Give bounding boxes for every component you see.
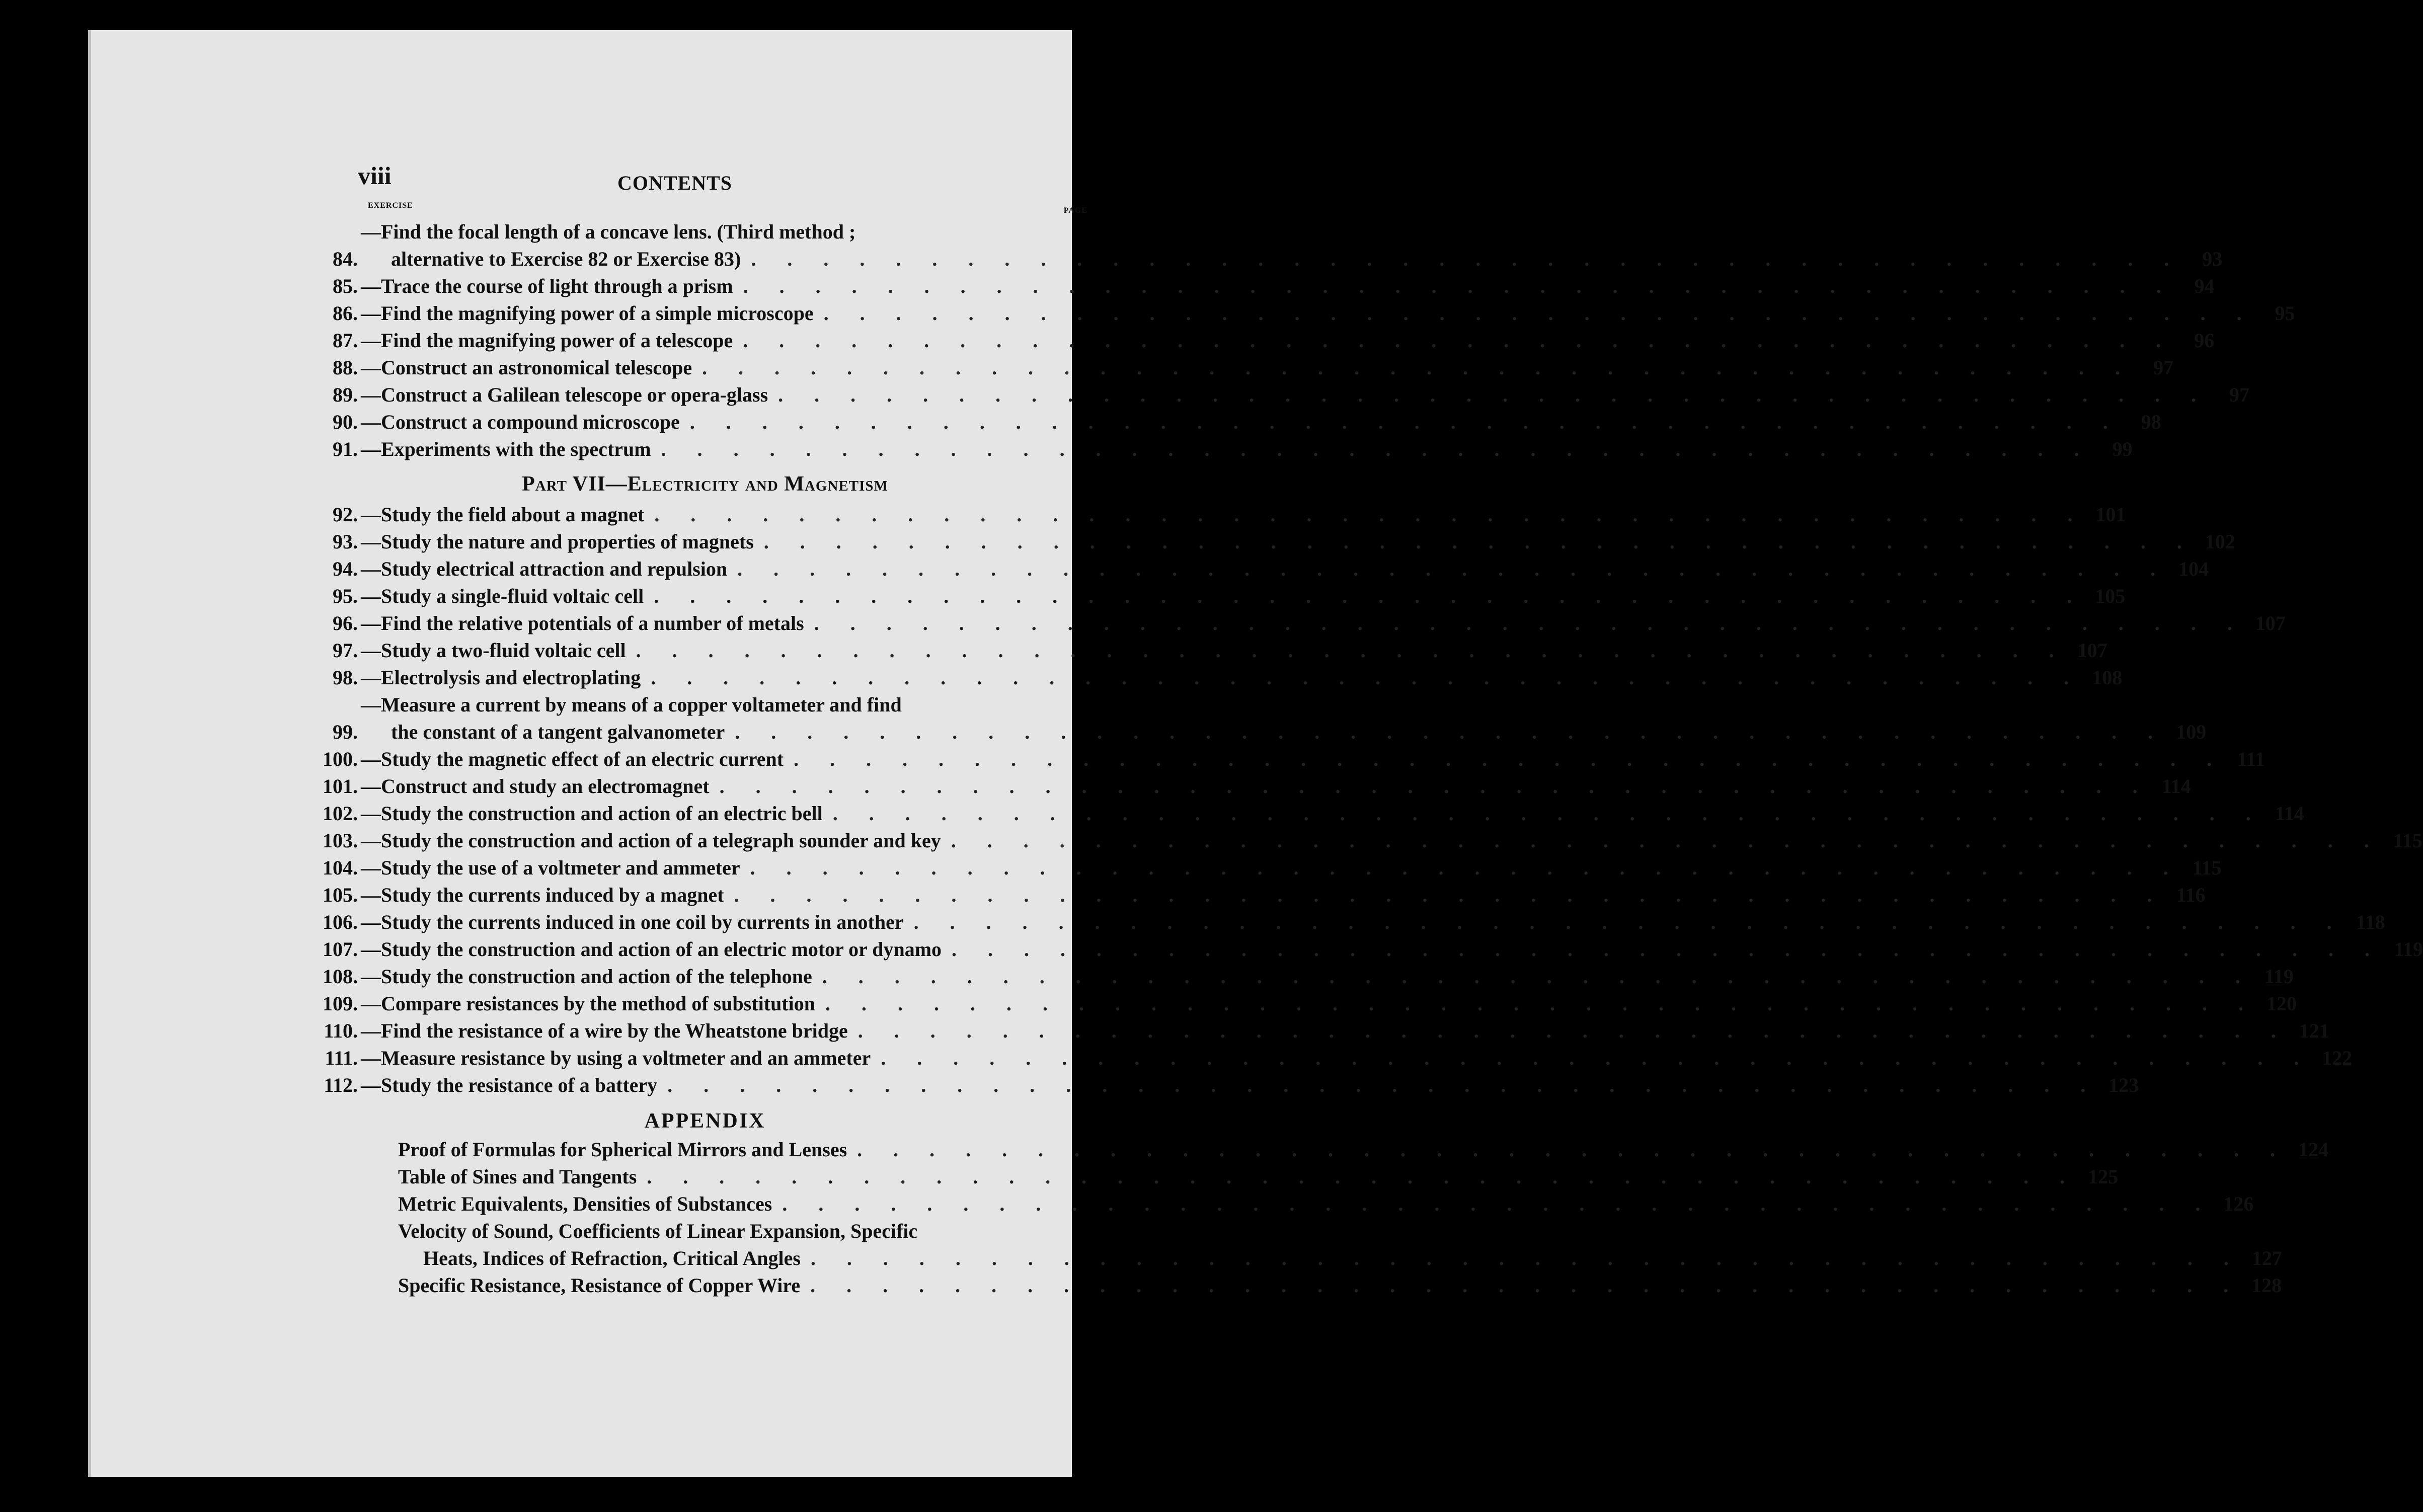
- toc-entry: [262, 1163, 2119, 1190]
- entry-text: —Construct a Galilean telescope or opera-glass: [361, 383, 768, 406]
- entry-text: —Study the construction and action of the telephone: [361, 965, 812, 988]
- toc-entry: [262, 936, 2423, 963]
- page-ref: 108: [2092, 666, 2123, 689]
- dot-leader: . . . . . . . . . . . . . . . . . . . . . . . . . . . . . . . . . . . . . . . .: [823, 302, 2255, 325]
- dot-leader: . . . . . . . . . . . . . . . . . . . . . . . . . . . . . . . . . . . . . . . .: [735, 721, 2166, 743]
- entry-text: —Study the construction and action of an electric bell: [361, 802, 823, 825]
- toc-entry: [262, 773, 2191, 800]
- page-title: CONTENTS: [617, 172, 733, 194]
- entry-text: —Electrolysis and electroplating: [361, 666, 641, 689]
- entry-text: —Study the field about a magnet: [361, 503, 645, 526]
- toc-entry: [262, 436, 2133, 463]
- dot-leader: . . . . . . . . . . . . . . . . . . . . . . . . . . . . . . . . . . . . . . . .: [782, 1192, 2214, 1215]
- page-ref: 99: [2112, 438, 2133, 460]
- entry-text: —Experiments with the spectrum: [361, 438, 651, 460]
- dot-leader: . . . . . . . . . . . . . . . . . . . . . . . . . . . . . . . . . . . . . . . .: [810, 1247, 2242, 1269]
- page-ref: 118: [2356, 911, 2385, 933]
- entry-text: —Trace the course of light through a prism: [361, 275, 733, 297]
- exercise-number: 88.: [333, 356, 358, 379]
- entry-text: —Study the construction and action of an electric motor or dynamo: [361, 938, 942, 961]
- page-ref: 114: [2275, 802, 2304, 825]
- page-ref: 123: [2108, 1074, 2139, 1096]
- exercise-number: 90.: [333, 411, 358, 433]
- exercise-number: 96.: [333, 612, 358, 634]
- page-ref: 124: [2298, 1138, 2329, 1161]
- toc-entry: [262, 691, 2207, 746]
- entry-text-continued: the constant of a tangent galvanometer: [391, 721, 725, 743]
- entry-text-line2: [361, 719, 2166, 746]
- dot-leader: . . . . . . . . . . . . . . . . . . . . . . . . . . . . . . . . . . . . . . . .: [881, 1047, 2312, 1069]
- exercise-number: 98.: [333, 666, 358, 689]
- dot-leader: . . . . . . . . . . . . . . . . . . . . . . . . . . . . . . . . . . . . . . . .: [857, 1138, 2289, 1161]
- toc-entry: [262, 501, 2126, 528]
- toc-entry: [262, 273, 2215, 300]
- part7-heading: Part VII—Electricity and Magnetism: [522, 472, 888, 496]
- exercise-number: 108.: [323, 965, 358, 988]
- exercise-number: 84.: [333, 248, 358, 270]
- exercise-column-label: EXERCISE: [368, 201, 413, 210]
- page-ref: 109: [2176, 721, 2207, 743]
- exercise-number: 101.: [323, 775, 358, 798]
- entry-text: —Measure resistance by using a voltmeter and an ammeter: [361, 1047, 871, 1069]
- exercise-number: 93.: [333, 530, 358, 553]
- entry-text: —Find the magnifying power of a telescope: [361, 329, 733, 352]
- dot-leader: . . . . . . . . . . . . . . . . . . . . . . . . . . . . . . . . . . . . . . . .: [913, 911, 2345, 933]
- entry-text: —Find the relative potentials of a number of metals: [361, 612, 804, 634]
- exercise-number: 109.: [323, 992, 358, 1015]
- entry-text-line2: [398, 1245, 2242, 1272]
- toc-entry: [262, 354, 2174, 381]
- entry-text: —Study the construction and action of a telegraph sounder and key: [361, 829, 941, 852]
- dot-leader: . . . . . . . . . . . . . . . . . . . . . . . . . . . . . . . . . . . . . . . .: [814, 612, 2245, 634]
- toc-entry: [262, 664, 2123, 691]
- entry-text: Metric Equivalents, Densities of Substances: [398, 1192, 772, 1215]
- exercise-number: 92.: [333, 503, 358, 526]
- entry-text: —Find the resistance of a wire by the Wheatstone bridge: [361, 1019, 848, 1042]
- entry-text: —Construct and study an electromagnet: [361, 775, 710, 798]
- exercise-number: 103.: [323, 829, 358, 852]
- page-ref: 128: [2251, 1274, 2282, 1297]
- exercise-number: 106.: [323, 911, 358, 933]
- page-ref: 95: [2275, 302, 2295, 325]
- page-ref: 107: [2077, 639, 2107, 662]
- page-header: [262, 156, 1087, 201]
- toc-entry: [262, 555, 2209, 583]
- toc-entry: [262, 610, 2286, 637]
- part6-list: [262, 218, 2295, 463]
- exercise-number: 112.: [324, 1074, 358, 1096]
- dot-leader: . . . . . . . . . . . . . . . . . . . . . . . . . . . . . . . . . . . . . . . .: [719, 775, 2151, 798]
- toc-entry: [262, 327, 2215, 354]
- toc-entry: [262, 300, 2295, 327]
- page-ref: 119: [2394, 938, 2423, 961]
- page-ref: 114: [2161, 775, 2191, 798]
- exercise-number: 86.: [333, 302, 358, 325]
- toc-entry: [262, 637, 2107, 664]
- page-ref: 104: [2178, 558, 2209, 580]
- toc-entry: [262, 1218, 2282, 1272]
- dot-leader: . . . . . . . . . . . . . . . . . . . . . . . . . . . . . . . . . . . . . . . .: [743, 329, 2174, 352]
- page-ref: 127: [2251, 1247, 2282, 1269]
- entry-text: —Study the resistance of a battery: [361, 1074, 658, 1096]
- dot-leader: . . . . . . . . . . . . . . . . . . . . . . . . . . . . . . . . . . . . . . . .: [689, 411, 2121, 433]
- toc-entry: [262, 800, 2304, 827]
- entry-text: Proof of Formulas for Spherical Mirrors and Lenses: [398, 1138, 847, 1161]
- exercise-number: 111.: [325, 1047, 358, 1069]
- page-column-label: PAGE: [1063, 206, 1087, 215]
- appendix-heading: APPENDIX: [644, 1109, 766, 1133]
- dot-leader: . . . . . . . . . . . . . . . . . . . . . . . . . . . . . . . . . . . . . . . .: [763, 530, 2195, 553]
- page-ref: 126: [2223, 1192, 2254, 1215]
- toc-entry: [262, 381, 2250, 409]
- page-number: viii: [358, 162, 392, 190]
- dot-leader: . . . . . . . . . . . . . . . . . . . . . . . . . . . . . . . . . . . . . . . .: [750, 856, 2181, 879]
- entry-text: —Study the use of a voltmeter and ammeter: [361, 856, 740, 879]
- toc-entry: [262, 1190, 2254, 1218]
- toc-entry: [262, 963, 2294, 990]
- page-ref: 98: [2141, 411, 2161, 433]
- page-ref: 116: [2176, 884, 2206, 906]
- entry-text: —Find the focal length of a concave lens. (Third method ;: [361, 220, 856, 243]
- dot-leader: . . . . . . . . . . . . . . . . . . . . . . . . . . . . . . . . . . . . . . . .: [822, 965, 2253, 988]
- entry-text-block: [398, 1218, 2242, 1272]
- dot-leader: . . . . . . . . . . . . . . . . . . . . . . . . . . . . . . . . . . . . . . . .: [636, 639, 2067, 662]
- toc-entry: [262, 746, 2265, 773]
- entry-text: —Measure a current by means of a copper voltameter and find: [361, 693, 902, 716]
- exercise-number: 97.: [333, 639, 358, 662]
- exercise-number: 91.: [333, 438, 358, 460]
- toc-entry: [262, 854, 2222, 882]
- entry-text: —Study the nature and properties of magnets: [361, 530, 754, 553]
- exercise-number: 99.: [333, 721, 358, 743]
- exercise-number: 110.: [324, 1019, 358, 1042]
- exercise-number: 89.: [333, 383, 358, 406]
- toc-entry: [262, 409, 2161, 436]
- dot-leader: . . . . . . . . . . . . . . . . . . . . . . . . . . . . . . . . . . . . . . . .: [743, 275, 2174, 297]
- exercise-number: 100.: [323, 748, 358, 770]
- page-ref: 97: [2153, 356, 2174, 379]
- page-ref: 120: [2266, 992, 2297, 1015]
- toc-entry: [262, 1045, 2353, 1072]
- toc-entry: [262, 583, 2126, 610]
- dot-leader: . . . . . . . . . . . . . . . . . . . . . . . . . . . . . . . . . . . . . . . .: [654, 503, 2086, 526]
- toc-entry: [262, 1136, 2329, 1163]
- entry-text: —Study a two-fluid voltaic cell: [361, 639, 626, 662]
- exercise-number: 94.: [333, 558, 358, 580]
- book-page: [88, 30, 2423, 1477]
- entry-text: —Study the currents induced by a magnet: [361, 884, 724, 906]
- dot-leader: . . . . . . . . . . . . . . . . . . . . . . . . . . . . . . . . . . . . . . . .: [661, 438, 2092, 460]
- page-ref: 121: [2299, 1019, 2329, 1042]
- entry-text: —Study electrical attraction and repulsion: [361, 558, 728, 580]
- page-ref: 111: [2237, 748, 2265, 770]
- page-ref: 119: [2264, 965, 2294, 988]
- exercise-number: 95.: [333, 585, 358, 607]
- exercise-number: 102.: [323, 802, 358, 825]
- dot-leader: . . . . . . . . . . . . . . . . . . . . . . . . . . . . . . . . . . . . . . . .: [832, 802, 2264, 825]
- entry-text: Velocity of Sound, Coefficients of Linear Expansion, Specific: [398, 1220, 918, 1242]
- toc-entry: [262, 882, 2206, 909]
- exercise-number: 85.: [333, 275, 358, 297]
- toc-entry: [262, 909, 2385, 936]
- dot-leader: . . . . . . . . . . . . . . . . . . . . . . . . . . . . . . . . . . . . . . . .: [654, 585, 2085, 607]
- entry-text-line2: [361, 246, 2182, 273]
- contents-area: [262, 156, 2423, 1299]
- dot-leader: . . . . . . . . . . . . . . . . . . . . . . . . . . . . . . . . . . . . . . . .: [651, 666, 2082, 689]
- dot-leader: . . . . . . . . . . . . . . . . . . . . . . . . . . . . . . . . . . . . . . . .: [857, 1019, 2289, 1042]
- dot-leader: . . . . . . . . . . . . . . . . . . . . . . . . . . . . . . . . . . . . . . . .: [952, 938, 2383, 961]
- page-ref: 115: [2393, 829, 2422, 852]
- dot-leader: . . . . . . . . . . . . . . . . . . . . . . . . . . . . . . . . . . . . . . . .: [647, 1165, 2078, 1188]
- entry-text-continued: alternative to Exercise 82 or Exercise 83): [391, 248, 741, 270]
- page-ref: 94: [2194, 275, 2215, 297]
- toc-entry: [262, 827, 2422, 854]
- dot-leader: . . . . . . . . . . . . . . . . . . . . . . . . . . . . . . . . . . . . . . . .: [702, 356, 2134, 379]
- exercise-number: 87.: [333, 329, 358, 352]
- column-labels: [262, 201, 1087, 218]
- toc-entry: [262, 1272, 2282, 1299]
- entry-text: —Find the magnifying power of a simple microscope: [361, 302, 814, 325]
- entry-text: —Study the currents induced in one coil by currents in another: [361, 911, 904, 933]
- exercise-number: 107.: [323, 938, 358, 961]
- entry-text: Table of Sines and Tangents: [398, 1165, 637, 1188]
- entry-text: Specific Resistance, Resistance of Copper Wire: [398, 1274, 801, 1297]
- toc-entry: [262, 1072, 2139, 1099]
- toc-entry: [262, 218, 2223, 273]
- page-ref: 96: [2194, 329, 2215, 352]
- page-ref: 105: [2095, 585, 2126, 607]
- page-ref: 107: [2255, 612, 2286, 634]
- dot-leader: . . . . . . . . . . . . . . . . . . . . . . . . . . . . . . . . . . . . . . . .: [794, 748, 2225, 770]
- entry-text: —Study a single-fluid voltaic cell: [361, 585, 644, 607]
- entry-text: —Study the magnetic effect of an electric current: [361, 748, 784, 770]
- dot-leader: . . . . . . . . . . . . . . . . . . . . . . . . . . . . . . . . . . . . . . . .: [751, 248, 2182, 270]
- dot-leader: . . . . . . . . . . . . . . . . . . . . . . . . . . . . . . . . . . . . . . . .: [734, 884, 2165, 906]
- dot-leader: . . . . . . . . . . . . . . . . . . . . . . . . . . . . . . . . . . . . . . . .: [810, 1274, 2242, 1297]
- exercise-number: 105.: [323, 884, 358, 906]
- toc-entry: [262, 528, 2235, 555]
- page-ref: 101: [2095, 503, 2126, 526]
- dot-leader: . . . . . . . . . . . . . . . . . . . . . . . . . . . . . . . . . . . . . . . .: [667, 1074, 2099, 1096]
- page-ref: 125: [2088, 1165, 2119, 1188]
- toc-entry: [262, 1017, 2329, 1045]
- page-ref: 102: [2205, 530, 2235, 553]
- entry-text-continued: Heats, Indices of Refraction, Critical Angles: [423, 1247, 801, 1269]
- dot-leader: . . . . . . . . . . . . . . . . . . . . . . . . . . . . . . . . . . . . . . . .: [737, 558, 2169, 580]
- page-ref: 122: [2322, 1047, 2353, 1069]
- dot-leader: . . . . . . . . . . . . . . . . . . . . . . . . . . . . . . . . . . . . . . . .: [825, 992, 2256, 1015]
- toc-entry: [262, 990, 2297, 1017]
- appendix-list: [262, 1136, 2329, 1299]
- part7-list: [262, 501, 2423, 1099]
- entry-text: —Construct an astronomical telescope: [361, 356, 692, 379]
- entry-text: —Compare resistances by the method of substitution: [361, 992, 815, 1015]
- dot-leader: . . . . . . . . . . . . . . . . . . . . . . . . . . . . . . . . . . . . . . . .: [778, 383, 2210, 406]
- exercise-number: 104.: [323, 856, 358, 879]
- page-ref: 93: [2202, 248, 2223, 270]
- entry-text-block: [361, 218, 2182, 273]
- dot-leader: . . . . . . . . . . . . . . . . . . . . . . . . . . . . . . . . . . . . . . . .: [951, 829, 2382, 852]
- page-ref: 97: [2229, 383, 2250, 406]
- entry-text-block: [361, 691, 2166, 746]
- entry-text: —Construct a compound microscope: [361, 411, 680, 433]
- page-ref: 115: [2192, 856, 2222, 879]
